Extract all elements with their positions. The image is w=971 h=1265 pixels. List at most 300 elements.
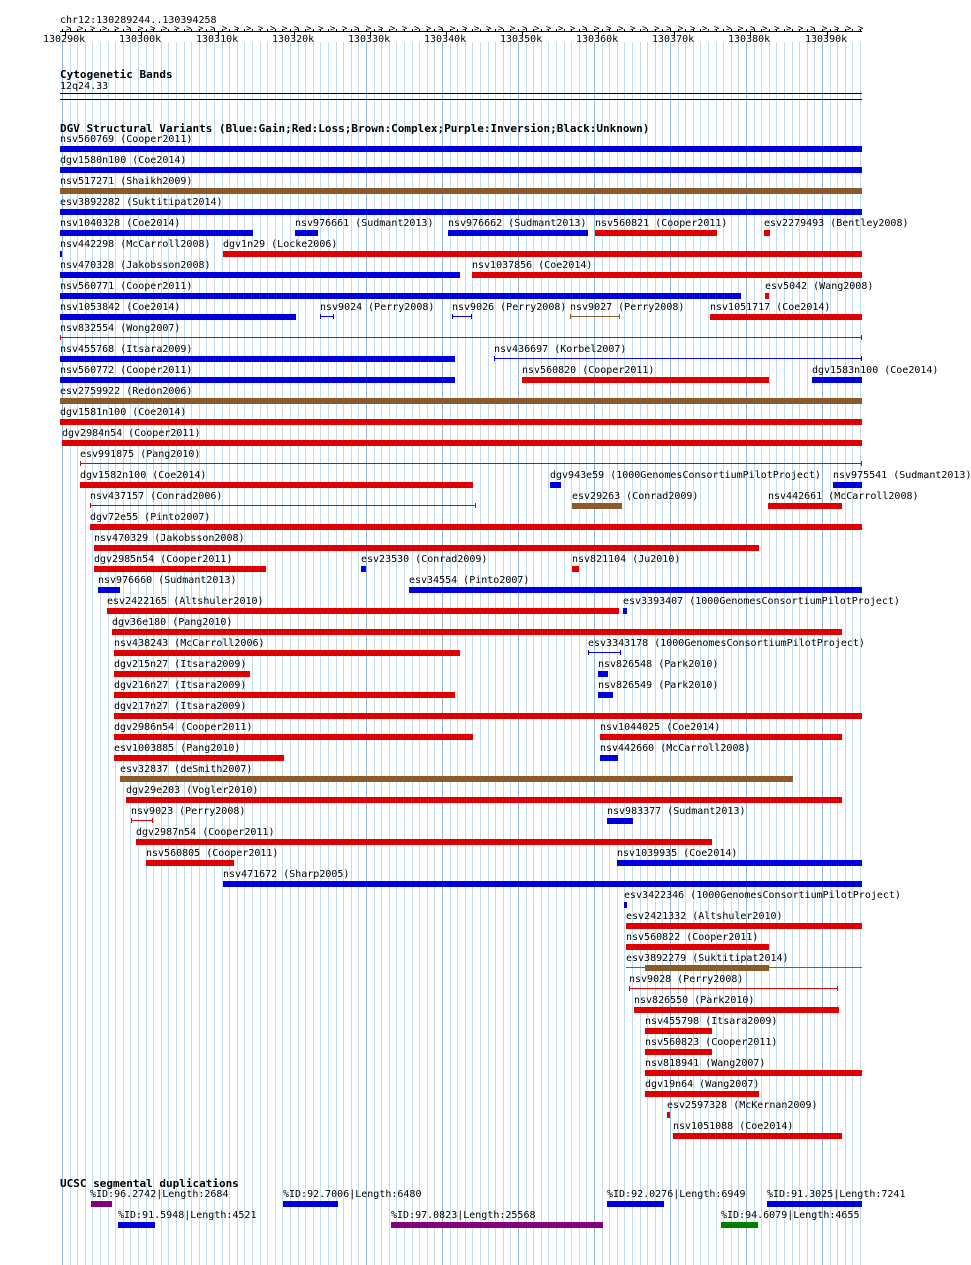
dgv-variant-bar[interactable] [812,377,862,383]
dgv-variant-label[interactable]: nsv471672 (Sharp2005) [223,869,350,880]
dgv-variant-label[interactable]: nsv818941 (Wang2007) [645,1058,766,1069]
segdup-bar[interactable] [118,1222,155,1228]
dgv-variant-line[interactable] [629,988,838,989]
dgv-variant-line[interactable] [494,358,862,359]
strand-arrow: > [390,24,396,34]
dgv-variant-label[interactable]: esv2422165 (Altshuler2010) [107,596,264,607]
strand-arrow: > [606,24,612,34]
ruler-minor-tick [313,29,314,32]
dgv-variant-bar[interactable] [60,251,62,257]
dgv-variant-end-tick [475,503,476,508]
dgv-variant-label[interactable]: nsv517271 (Shaikh2009) [60,176,193,187]
ruler-minor-tick [351,29,352,32]
dgv-variant-label[interactable]: nsv1051717 (Coe2014) [710,302,831,313]
strand-arrow: > [126,24,132,34]
segdup-label[interactable]: %ID:92.0276|Length:6949 [607,1189,746,1200]
dgv-variant-label[interactable]: dgv1n29 (Locke2006) [223,239,338,250]
dgv-variant-line[interactable] [80,463,862,464]
dgv-variant-label[interactable]: esv2597328 (McKernan2009) [667,1100,818,1111]
ruler-tick-label: 130350k [500,34,543,45]
ruler-tick-label: 130370k [652,34,695,45]
dgv-variant-bar[interactable] [645,1070,862,1076]
ruler-minor-tick [328,29,329,32]
dgv-variant-label[interactable]: dgv1582n100 (Coe2014) [80,470,207,481]
cytoband-ideogram-bottom [60,99,862,100]
dgv-variant-label[interactable]: nsv437157 (Conrad2006) [90,491,223,502]
dgv-variant-bar[interactable] [90,524,862,530]
dgv-variant-bar[interactable] [673,1133,842,1139]
strand-arrow: > [402,24,408,34]
dgv-variant-label[interactable]: nsv826550 (Park2010) [634,995,755,1006]
ruler-minor-tick [518,29,519,32]
ruler-minor-tick [784,29,785,32]
dgv-variant-bar[interactable] [448,230,588,236]
ruler-minor-tick [290,29,291,32]
dgv-variant-bar[interactable] [600,755,618,761]
strand-arrow: > [846,24,852,34]
dgv-variant-label[interactable]: nsv455798 (Itsara2009) [645,1016,778,1027]
ruler-minor-tick [206,29,207,32]
dgv-variant-label[interactable]: nsv9024 (Perry2008) [320,302,435,313]
dgv-variant-label[interactable]: nsv455768 (Itsara2009) [60,344,193,355]
dgv-variant-bar[interactable] [472,272,862,278]
dgv-variant-label[interactable]: nsv983377 (Sudmant2013) [607,806,746,817]
dgv-variant-end-tick [619,314,620,319]
strand-arrow: > [822,24,828,34]
ruler-minor-tick [624,29,625,32]
dgv-variant-label[interactable]: nsv1040328 (Coe2014) [60,218,181,229]
ruler-minor-tick [662,29,663,32]
dgv-variant-bar[interactable] [617,860,862,866]
ruler-minor-tick [267,29,268,32]
strand-arrow: > [570,24,576,34]
dgv-variant-label[interactable]: dgv36e180 (Pang2010) [112,617,233,628]
ruler-minor-tick [374,29,375,32]
dgv-variant-bar[interactable] [60,209,862,215]
strand-arrow: > [654,24,660,34]
ruler-tick-label: 130380k [728,34,771,45]
dgv-variant-line[interactable] [90,505,476,506]
dgv-variant-end-tick [131,818,132,823]
dgv-variant-end-tick [588,650,589,655]
dgv-variant-bar[interactable] [607,818,633,824]
ruler-tick-label: 130300k [119,34,162,45]
dgv-variant-label[interactable]: nsv976661 (Sudmant2013) [295,218,434,229]
dgv-variant-bar[interactable] [107,608,619,614]
strand-arrow: > [630,24,636,34]
ruler-minor-tick [700,29,701,32]
strand-arrow: > [282,24,288,34]
dgv-variant-label[interactable]: dgv1580n100 (Coe2014) [60,155,187,166]
segdup-label[interactable]: %ID:91.3025|Length:7241 [767,1189,906,1200]
dgv-variant-label[interactable]: esv3393407 (1000GenomesConsortiumPilotProject) [623,596,900,607]
dgv-variant-label[interactable]: dgv72e55 (Pinto2007) [90,512,211,523]
ruler-minor-tick [746,29,747,32]
dgv-variant-label[interactable]: nsv436697 (Korbel2007) [494,344,627,355]
strand-arrow: > [726,24,732,34]
dgv-variant-bar[interactable] [598,692,613,698]
dgv-variant-end-tick [320,314,321,319]
dgv-variant-label[interactable]: nsv560772 (Cooper2011) [60,365,193,376]
dgv-variant-label[interactable]: nsv975541 (Sudmant2013) [833,470,971,481]
dgv-variant-end-tick [837,986,838,991]
strand-arrow: > [426,24,432,34]
dgv-variant-label[interactable]: nsv976660 (Sudmant2013) [98,575,237,586]
dgv-variant-label[interactable]: nsv560805 (Cooper2011) [146,848,279,859]
segdup-bar[interactable] [721,1222,758,1228]
dgv-variant-label[interactable]: dgv1581n100 (Coe2014) [60,407,187,418]
dgv-variant-label[interactable]: nsv438243 (McCarroll2006) [114,638,265,649]
ruler-minor-tick [708,29,709,32]
segdup-bar[interactable] [91,1201,112,1207]
strand-arrow: > [198,24,204,34]
ruler-minor-tick [579,29,580,32]
dgv-variant-bar[interactable] [634,1007,839,1013]
dgv-variant-label[interactable]: esv29263 (Conrad2009) [572,491,699,502]
strand-arrow: > [354,24,360,34]
segdup-bar[interactable] [767,1201,862,1207]
ruler-minor-tick [244,29,245,32]
dgv-variant-label[interactable]: esv991875 (Pang2010) [80,449,201,460]
strand-arrow: > [78,24,84,34]
dgv-variant-end-tick [570,314,571,319]
ruler-minor-tick [123,29,124,32]
dgv-variant-bar[interactable] [60,272,460,278]
ruler-minor-tick [723,29,724,32]
dgv-variant-bar[interactable] [94,545,759,551]
dgv-variant-bar[interactable] [550,482,561,488]
strand-arrow: > [750,24,756,34]
dgv-variant-bar[interactable] [60,230,253,236]
dgv-variant-bar[interactable] [223,881,862,887]
dgv-variant-bar[interactable] [114,713,862,719]
dgv-variant-label[interactable]: esv5042 (Wang2008) [765,281,874,292]
dgv-variant-label[interactable]: nsv9027 (Perry2008) [570,302,685,313]
ruler-minor-tick [564,29,565,32]
dgv-variant-label[interactable]: nsv1039935 (Coe2014) [617,848,738,859]
dgv-variant-bar[interactable] [60,419,862,425]
dgv-variant-end-tick [861,335,862,340]
dgv-variant-label[interactable]: esv32837 (deSmith2007) [120,764,253,775]
ruler-tick-label: 130340k [424,34,467,45]
dgv-variant-bar[interactable] [60,314,296,320]
dgv-variant-bar[interactable] [645,965,769,971]
dgv-variant-bar[interactable] [598,671,608,677]
strand-arrow: > [534,24,540,34]
strand-arrow: > [246,24,252,34]
dgv-variant-end-tick [60,335,61,340]
ruler-minor-tick [602,29,603,32]
dgv-variant-end-tick [629,986,630,991]
dgv-variant-label[interactable]: nsv9028 (Perry2008) [629,974,744,985]
cytoband-track-title: Cytogenetic Bands [60,68,173,81]
strand-arrow: > [834,24,840,34]
strand-arrow: > [858,24,864,34]
dgv-variant-bar[interactable] [60,398,862,404]
segdup-label[interactable]: %ID:92.7006|Length:6480 [283,1189,422,1200]
strand-arrow: > [66,24,72,34]
dgv-variant-label[interactable]: dgv943e59 (1000GenomesConsortiumPilotProject) [550,470,821,481]
dgv-variant-label[interactable]: nsv1044025 (Coe2014) [600,722,721,733]
segdup-label[interactable]: %ID:96.2742|Length:2684 [90,1189,229,1200]
dgv-variant-bar[interactable] [765,293,769,299]
dgv-variant-label[interactable]: dgv29e203 (Vogler2010) [126,785,259,796]
dgv-variant-bar[interactable] [114,671,250,677]
strand-arrow: > [342,24,348,34]
dgv-variant-bar[interactable] [361,566,366,572]
dgv-variant-bar[interactable] [295,230,318,236]
dgv-variant-bar[interactable] [600,734,842,740]
dgv-variant-label[interactable]: esv2279493 (Bentley2008) [764,218,909,229]
strand-arrow: > [366,24,372,34]
dgv-variant-label[interactable]: nsv9023 (Perry2008) [131,806,246,817]
strand-arrow: > [330,24,336,34]
ruler-tick-label: 130290k [43,34,86,45]
dgv-variant-label[interactable]: dgv217n27 (Itsara2009) [114,701,247,712]
ruler-minor-tick [830,29,831,32]
strand-arrow: > [690,24,696,34]
dgv-variant-bar[interactable] [595,230,717,236]
dgv-track-title: DGV Structural Variants (Blue:Gain;Red:Loss;Brown:Complex;Purple:Inversion;Black:Unknown) [60,122,650,135]
dgv-variant-bar[interactable] [626,944,769,950]
segdup-label[interactable]: %ID:94.6079|Length:4655 [721,1210,860,1221]
dgv-variant-bar[interactable] [572,566,579,572]
strand-arrow: > [90,24,96,34]
strand-arrow: > [114,24,120,34]
dgv-variant-line[interactable] [60,337,862,338]
strand-arrow: > [150,24,156,34]
dgv-variant-label[interactable]: dgv19n64 (Wang2007) [645,1079,760,1090]
dgv-variant-bar[interactable] [623,608,627,614]
segdup-bar[interactable] [391,1222,603,1228]
strand-arrow: > [462,24,468,34]
dgv-variant-label[interactable]: nsv1053842 (Coe2014) [60,302,181,313]
segdup-track-title: UCSC segmental duplications [60,1177,239,1190]
dgv-variant-end-tick [471,314,472,319]
dgv-variant-bar[interactable] [710,314,862,320]
dgv-variant-bar[interactable] [572,503,622,509]
cytoband-label: 12q24.33 [60,81,109,92]
ruler-minor-tick [62,29,63,32]
dgv-variant-label[interactable]: dgv2986n54 (Cooper2011) [114,722,253,733]
dgv-variant-end-tick [152,818,153,823]
ruler-minor-tick [640,29,641,32]
dgv-variant-label[interactable]: nsv560823 (Cooper2011) [645,1037,778,1048]
dgv-variant-label[interactable]: nsv976662 (Sudmant2013) [448,218,587,229]
strand-arrow: > [810,24,816,34]
strand-arrow: > [798,24,804,34]
ruler-tick-label: 130390k [805,34,848,45]
dgv-variant-line[interactable] [452,316,472,317]
dgv-variant-line[interactable] [588,652,621,653]
genomic-position-label: chr12:130289244..130394258 [60,15,217,26]
strand-arrow: > [498,24,504,34]
dgv-variant-label[interactable]: nsv1037856 (Coe2014) [472,260,593,271]
dgv-variant-bar[interactable] [114,755,284,761]
ruler-minor-tick [336,29,337,32]
dgv-variant-bar[interactable] [60,188,862,194]
ruler-tick-label: 130320k [272,34,315,45]
strand-arrow: > [318,24,324,34]
dgv-variant-bar[interactable] [98,587,120,593]
strand-arrow: > [450,24,456,34]
ruler-minor-tick [412,29,413,32]
strand-arrow: > [714,24,720,34]
dgv-variant-label[interactable]: nsv826549 (Park2010) [598,680,719,691]
segdup-label[interactable]: %ID:91.5948|Length:4521 [118,1210,257,1221]
dgv-variant-label[interactable]: dgv2985n54 (Cooper2011) [94,554,233,565]
ruler-minor-tick [685,29,686,32]
dgv-variant-label[interactable]: nsv560771 (Cooper2011) [60,281,193,292]
strand-arrow: > [258,24,264,34]
strand-arrow: > [102,24,108,34]
dgv-variant-label[interactable]: esv34554 (Pinto2007) [409,575,530,586]
dgv-variant-label[interactable]: nsv470329 (Jakobsson2008) [94,533,245,544]
ruler-minor-tick [457,29,458,32]
strand-arrow: > [306,24,312,34]
dgv-variant-bar[interactable] [114,734,473,740]
dgv-variant-bar[interactable] [768,503,842,509]
dgv-variant-label[interactable]: dgv216n27 (Itsara2009) [114,680,247,691]
strand-arrow: > [738,24,744,34]
dgv-variant-end-tick [90,503,91,508]
strand-arrow: > [762,24,768,34]
dgv-variant-label[interactable]: dgv2984n54 (Cooper2011) [62,428,201,439]
dgv-variant-label[interactable]: nsv1051088 (Coe2014) [673,1121,794,1132]
strand-arrow: > [378,24,384,34]
dgv-variant-label[interactable]: dgv215n27 (Itsara2009) [114,659,247,670]
dgv-variant-label[interactable]: nsv442661 (McCarroll2008) [768,491,919,502]
strand-arrow: > [222,24,228,34]
strand-arrow: > [642,24,648,34]
strand-arrow: > [666,24,672,34]
dgv-variant-bar[interactable] [114,692,455,698]
strand-arrow: > [210,24,216,34]
dgv-variant-label[interactable]: esv3343178 (1000GenomesConsortiumPilotProject) [588,638,865,649]
dgv-variant-label[interactable]: nsv560821 (Cooper2011) [595,218,728,229]
dgv-variant-bar[interactable] [120,776,793,782]
dgv-variant-line[interactable] [570,316,620,317]
dgv-variant-bar[interactable] [80,482,473,488]
ruler-minor-tick [852,29,853,32]
dgv-variant-bar[interactable] [223,251,862,257]
dgv-variant-bar[interactable] [409,587,862,593]
dgv-variant-label[interactable]: nsv9026 (Perry2008) [452,302,567,313]
strand-arrow: > [138,24,144,34]
ruler-minor-tick [396,29,397,32]
dgv-variant-end-tick [333,314,334,319]
dgv-variant-bar[interactable] [60,377,455,383]
dgv-variant-bar[interactable] [60,167,862,173]
ruler-minor-tick [807,29,808,32]
dgv-variant-bar[interactable] [60,146,862,152]
ruler-minor-tick [480,29,481,32]
dgv-variant-bar[interactable] [60,293,741,299]
dgv-variant-end-tick [620,650,621,655]
dgv-variant-bar[interactable] [62,440,862,446]
dgv-variant-label[interactable]: esv1003885 (Pang2010) [114,743,241,754]
ruler-minor-tick [792,29,793,32]
dgv-variant-label[interactable]: nsv826548 (Park2010) [598,659,719,670]
dgv-variant-label[interactable]: esv3422346 (1000GenomesConsortiumPilotProject) [624,890,901,901]
ruler-minor-tick [541,29,542,32]
ruler-minor-tick [100,29,101,32]
dgv-variant-end-tick [80,461,81,466]
dgv-variant-line[interactable] [320,316,334,317]
dgv-variant-end-tick [494,356,495,361]
strand-arrow: > [186,24,192,34]
dgv-variant-label[interactable]: dgv1583n100 (Coe2014) [812,365,939,376]
dgv-variant-bar[interactable] [833,482,862,488]
ruler-minor-tick [252,29,253,32]
dgv-variant-end-tick [861,461,862,466]
dgv-variant-bar[interactable] [764,230,770,236]
dgv-variant-bar[interactable] [112,629,842,635]
dgv-variant-label[interactable]: nsv560820 (Cooper2011) [522,365,655,376]
strand-arrow: > [270,24,276,34]
dgv-variant-label[interactable]: dgv2987n54 (Cooper2011) [136,827,275,838]
dgv-variant-bar[interactable] [126,797,842,803]
strand-arrow: > [294,24,300,34]
dgv-variant-label[interactable]: nsv832554 (Wong2007) [60,323,181,334]
strand-arrow: > [546,24,552,34]
strand-arrow: > [438,24,444,34]
ruler-minor-tick [495,29,496,32]
dgv-variant-label[interactable]: esv3892279 (Suktitipat2014) [626,953,789,964]
dgv-variant-line[interactable] [131,820,153,821]
dgv-variant-end-tick [452,314,453,319]
strand-arrow: > [162,24,168,34]
dgv-variant-label[interactable]: esv23530 (Conrad2009) [361,554,488,565]
strand-arrow: > [582,24,588,34]
strand-arrow: > [234,24,240,34]
dgv-variant-bar[interactable] [136,839,712,845]
cytoband-ideogram [60,93,862,94]
dgv-variant-bar[interactable] [626,923,862,929]
dgv-variant-label[interactable]: nsv470328 (Jakobsson2008) [60,260,211,271]
strand-arrow: > [558,24,564,34]
dgv-variant-label[interactable]: nsv442298 (McCarroll2008) [60,239,211,250]
dgv-variant-bar[interactable] [60,356,455,362]
ruler-minor-tick [184,29,185,32]
dgv-variant-bar[interactable] [667,1112,670,1118]
segdup-bar[interactable] [607,1201,664,1207]
segdup-bar[interactable] [283,1201,338,1207]
dgv-variant-label[interactable]: esv3892282 (Suktitipat2014) [60,197,223,208]
strand-arrow: > [474,24,480,34]
dgv-variant-bar[interactable] [645,1091,759,1097]
dgv-variant-bar[interactable] [114,650,460,656]
dgv-variant-bar[interactable] [522,377,769,383]
ruler-minor-tick [472,29,473,32]
dgv-variant-label[interactable]: nsv821104 (Ju2010) [572,554,681,565]
dgv-variant-bar[interactable] [645,1028,712,1034]
dgv-variant-label[interactable]: esv2759922 (Redon2006) [60,386,193,397]
dgv-variant-bar[interactable] [146,860,234,866]
dgv-variant-label[interactable]: nsv560822 (Cooper2011) [626,932,759,943]
strand-arrow: > [678,24,684,34]
strand-arrow: > [774,24,780,34]
segdup-label[interactable]: %ID:97.0823|Length:25568 [391,1210,536,1221]
dgv-variant-label[interactable]: nsv442660 (McCarroll2008) [600,743,751,754]
dgv-variant-bar[interactable] [645,1049,712,1055]
dgv-variant-bar[interactable] [624,902,627,908]
ruler-tick-label: 130310k [196,34,239,45]
dgv-variant-label[interactable]: nsv560769 (Cooper2011) [60,134,193,145]
dgv-variant-label[interactable]: esv2421332 (Altshuler2010) [626,911,783,922]
ruler-minor-tick [769,29,770,32]
dgv-variant-bar[interactable] [94,566,266,572]
